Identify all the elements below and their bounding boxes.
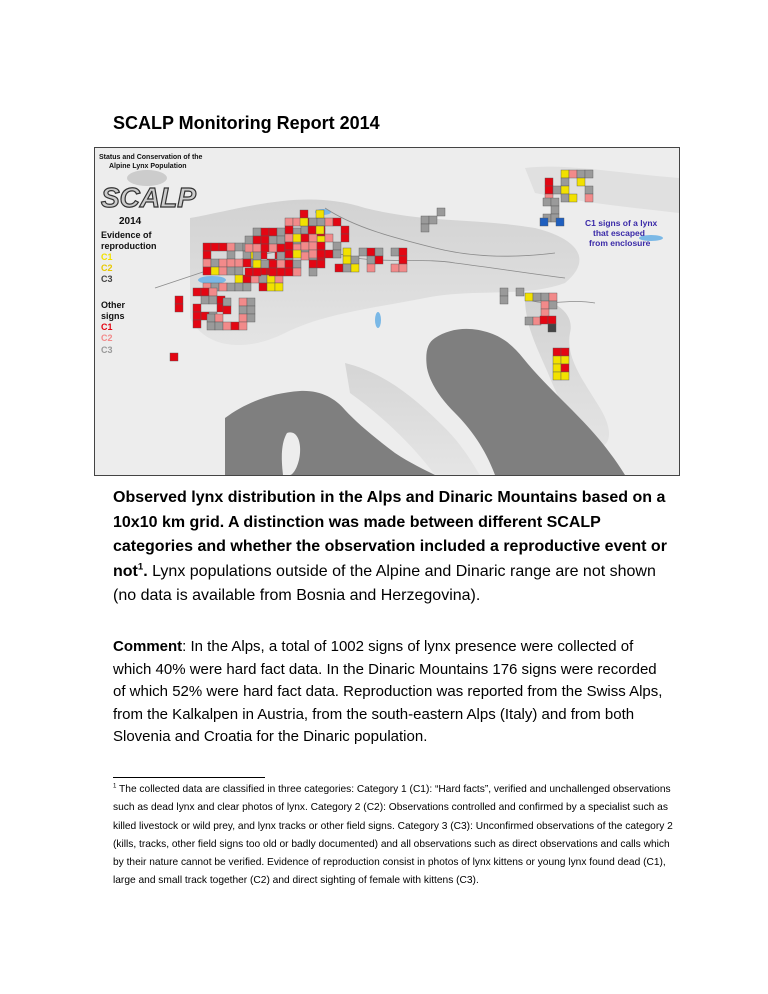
grid-cell [301,242,309,250]
grid-cell [309,234,317,242]
grid-cell [247,314,255,322]
grid-cell [285,218,293,226]
grid-cell [247,306,255,314]
grid-cell [277,260,285,268]
grid-cell [193,320,201,328]
comment-label: Comment [113,638,183,655]
grid-cell [553,372,561,380]
grid-cell [261,236,269,244]
legend-other-title-2: signs [101,311,125,321]
legend-repro-c3: C3 [101,274,113,284]
grid-cell [569,194,577,202]
footnote-number: 1 [113,782,117,790]
grid-cell [175,296,183,304]
grid-cell [391,264,399,272]
grid-cell [309,250,317,258]
grid-cell [267,283,275,291]
grid-cell [325,218,333,226]
grid-cell [219,283,227,291]
grid-cell [343,248,351,256]
grid-cell [308,226,316,234]
grid-cell [227,259,235,267]
grid-cell [375,248,383,256]
grid-cell [577,170,585,178]
grid-cell [203,251,211,259]
grid-cell [549,293,557,301]
lake-geneva [198,276,226,284]
grid-cell [275,275,283,283]
grid-cell [551,206,559,214]
grid-cell [261,244,269,252]
grid-cell [540,218,548,226]
legend-other-title-1: Other [101,300,126,310]
grid-cell [211,259,219,267]
grid-cell [561,186,569,194]
grid-cell [367,248,375,256]
grid-cell [343,256,351,264]
grid-cell [351,264,359,272]
grid-cell [215,314,223,322]
caption-footnote-ref[interactable]: 1 [137,561,144,573]
grid-cell [359,248,367,256]
report-title: SCALP Monitoring Report 2014 [113,113,380,133]
grid-cell [317,260,325,268]
legend-other-c2: C2 [101,333,113,343]
grid-cell [429,216,437,224]
grid-cell [293,250,301,258]
grid-cell [300,210,308,218]
grid-cell [301,234,309,242]
grid-cell [293,234,301,242]
grid-cell [367,264,375,272]
grid-cell [335,264,343,272]
grid-cell [201,288,209,296]
grid-cell [277,252,285,260]
grid-cell [277,236,285,244]
grid-cell [223,306,231,314]
grid-cell [543,198,551,206]
legend-repro-c2: C2 [101,263,113,273]
grid-cell [548,324,556,332]
grid-cell [253,252,261,260]
grid-cell [231,322,239,330]
grid-cell [325,250,333,258]
grid-cell [561,372,569,380]
grid-cell [207,314,215,322]
grid-cell [561,364,569,372]
grid-cell [553,186,561,194]
grid-cell [309,268,317,276]
grid-cell [269,228,277,236]
grid-cell [211,243,219,251]
grid-cell [548,316,556,324]
grid-cell [293,268,301,276]
grid-cell [239,322,247,330]
grid-cell [261,228,269,236]
figure-caption [113,486,673,609]
grid-cell [277,244,285,252]
grid-cell [223,322,231,330]
caption-bold: Observed lynx distribution in the Alps and Dinaric Mountains based on a 10x10 km grid. A distinction was made between different SCALP categories and whether the observation included a reproductive event or not [113,489,667,580]
grid-cell [285,250,293,258]
footnote-separator [113,777,265,778]
lynx-distribution-map [94,147,680,476]
grid-cell [585,194,593,202]
grid-cell [553,348,561,356]
grid-cell [211,267,219,275]
grid-cell [285,234,293,242]
grid-cell [561,178,569,186]
grid-cell [243,283,251,291]
grid-cell [585,186,593,194]
grid-cell [500,296,508,304]
grid-cell [577,178,585,186]
grid-cell [325,234,333,242]
grid-cell [301,226,309,234]
grid-cell [561,356,569,364]
grid-cell [235,283,243,291]
grid-cell [193,304,201,312]
grid-cell [203,259,211,267]
logo-text: SCALP [101,182,196,213]
grid-cell [269,244,277,252]
grid-cell [175,304,183,312]
grid-cell [227,251,235,259]
grid-cell [219,243,227,251]
grid-cell [207,322,215,330]
grid-cell [391,248,399,256]
grid-cell [309,242,317,250]
grid-cell [399,256,407,264]
grid-cell [309,260,317,268]
grid-cell [277,268,285,276]
grid-cell [239,314,247,322]
grid-cell [209,288,217,296]
caption-rest: Lynx populations outside of the Alpine and Dinaric range are not shown (no data is available from Bosnia and Herzegovina). [113,562,656,604]
grid-cell [243,275,251,283]
grid-cell [193,312,201,320]
grid-cell [223,298,231,306]
grid-cell [219,267,227,275]
grid-cell [253,228,261,236]
grid-cell [285,260,293,268]
grid-cell [399,248,407,256]
grid-cell [253,244,261,252]
grid-cell [235,243,243,251]
grid-cell [333,218,341,226]
grid-cell [293,218,301,226]
grid-cell [219,259,227,267]
grid-cell [245,268,253,276]
legend-repro-c1: C1 [101,252,113,262]
grid-cell [301,252,309,260]
grid-cell [300,218,308,226]
legend-repro-title-1: Evidence of [101,230,152,240]
grid-cell [553,356,561,364]
logo-caption-line1: Status and Conservation of the [99,154,203,161]
grid-cell [203,243,211,251]
comment-paragraph [113,636,673,749]
legend-year: 2014 [119,216,142,227]
grid-cell [235,275,243,283]
grid-cell [351,256,359,264]
grid-cell [259,283,267,291]
legend-repro-title-2: reproduction [101,241,157,251]
grid-cell [541,293,549,301]
lake-garda [375,312,381,328]
grid-cell [341,226,349,234]
grid-cell [541,309,549,317]
grid-cell [293,260,301,268]
grid-cell [285,268,293,276]
grid-cell [203,267,211,275]
grid-cell [569,170,577,178]
grid-cell [561,170,569,178]
grid-cell [193,288,201,296]
grid-cell [316,210,324,218]
grid-cell [259,275,267,283]
grid-cell [261,260,269,268]
grid-cell [227,243,235,251]
grid-cell [551,198,559,206]
grid-cell [317,218,325,226]
grid-cell [227,267,235,275]
grid-cell [267,275,275,283]
grid-cell [561,194,569,202]
caption-bold-end: . [143,562,148,580]
grid-cell [545,178,553,186]
grid-cell [215,322,223,330]
grid-cell [437,208,445,216]
grid-cell [561,348,569,356]
grid-cell [585,170,593,178]
grid-cell [525,293,533,301]
grid-cell [243,259,251,267]
grid-cell [421,216,429,224]
escaped-note-line1: C1 signs of a lynx [585,218,658,228]
grid-cell [421,224,429,232]
grid-cell [239,298,247,306]
grid-cell [367,256,375,264]
footnote [113,781,673,891]
grid-cell [516,288,524,296]
grid-cell [235,267,243,275]
legend-other-c1: C1 [101,322,113,332]
grid-cell [341,234,349,242]
grid-cell [343,264,351,272]
grid-cell [556,218,564,226]
grid-cell [309,218,317,226]
grid-cell [533,293,541,301]
grid-cell [201,296,209,304]
footnote-text: The collected data are classified in three categories: Category 1 (C1): “Hard facts”, verified and unchallenged observations such as dead lynx and clear photos of lynx. Category 2 (C2): Observations controlled and confirmed by a specialist such as killed livestock or wild prey, and lynx tracks or other field signs. Category 3 (C3): Unconfirmed observations of the category 2 (kills, tracks, other field signs too old or badly documented) and all observations such as direct observations and calls which by their nature cannot be verified. Evidence of reproduction consist in photos of lynx kittens or young lynx found dead (C1), large and small track together (C2) and direct sighting of female with kittens (C3). [113,784,673,887]
grid-cell [253,236,261,244]
grid-cell [275,283,283,291]
grid-cell [333,242,341,250]
comment-text: : In the Alps, a total of 1002 signs of lynx presence were collected of which 40% were hard fact data. In the Dinaric Mountains 176 signs were recorded of which 52% were hard fact data. Reproduction was reported from the Swiss Alps, from the Kalkalpen in Austria, from the south-eastern Alps (Italy) and from both Slovenia and Croatia for the Dinaric population. [113,638,663,745]
grid-cell [253,268,261,276]
grid-cell [235,259,243,267]
escaped-note-line2: that escaped [593,228,645,238]
grid-cell [251,275,259,283]
grid-cell [285,226,293,234]
grid-cell [317,250,325,258]
legend-other-c3: C3 [101,345,113,355]
grid-cell [333,250,341,258]
grid-cell [525,317,533,325]
grid-cell [269,236,277,244]
grid-cell [253,260,261,268]
grid-cell [269,268,277,276]
grid-cell [533,317,541,325]
grid-cell [375,256,383,264]
grid-cell [245,244,253,252]
grid-cell [239,306,247,314]
grid-cell [227,283,235,291]
grid-cell [277,228,285,236]
grid-cell [553,364,561,372]
grid-cell [540,316,548,324]
grid-cell [545,186,553,194]
grid-cell [317,242,325,250]
grid-cell [541,301,549,309]
grid-cell [399,264,407,272]
grid-cell [269,260,277,268]
grid-cell [245,236,253,244]
grid-cell [316,226,324,234]
grid-cell [500,288,508,296]
escaped-note-line3: from enclosure [589,238,651,248]
grid-cell [285,242,293,250]
grid-cell [247,298,255,306]
grid-cell [170,353,178,361]
logo-caption-line2: Alpine Lynx Population [109,163,187,170]
grid-cell [549,301,557,309]
grid-cell [209,296,217,304]
